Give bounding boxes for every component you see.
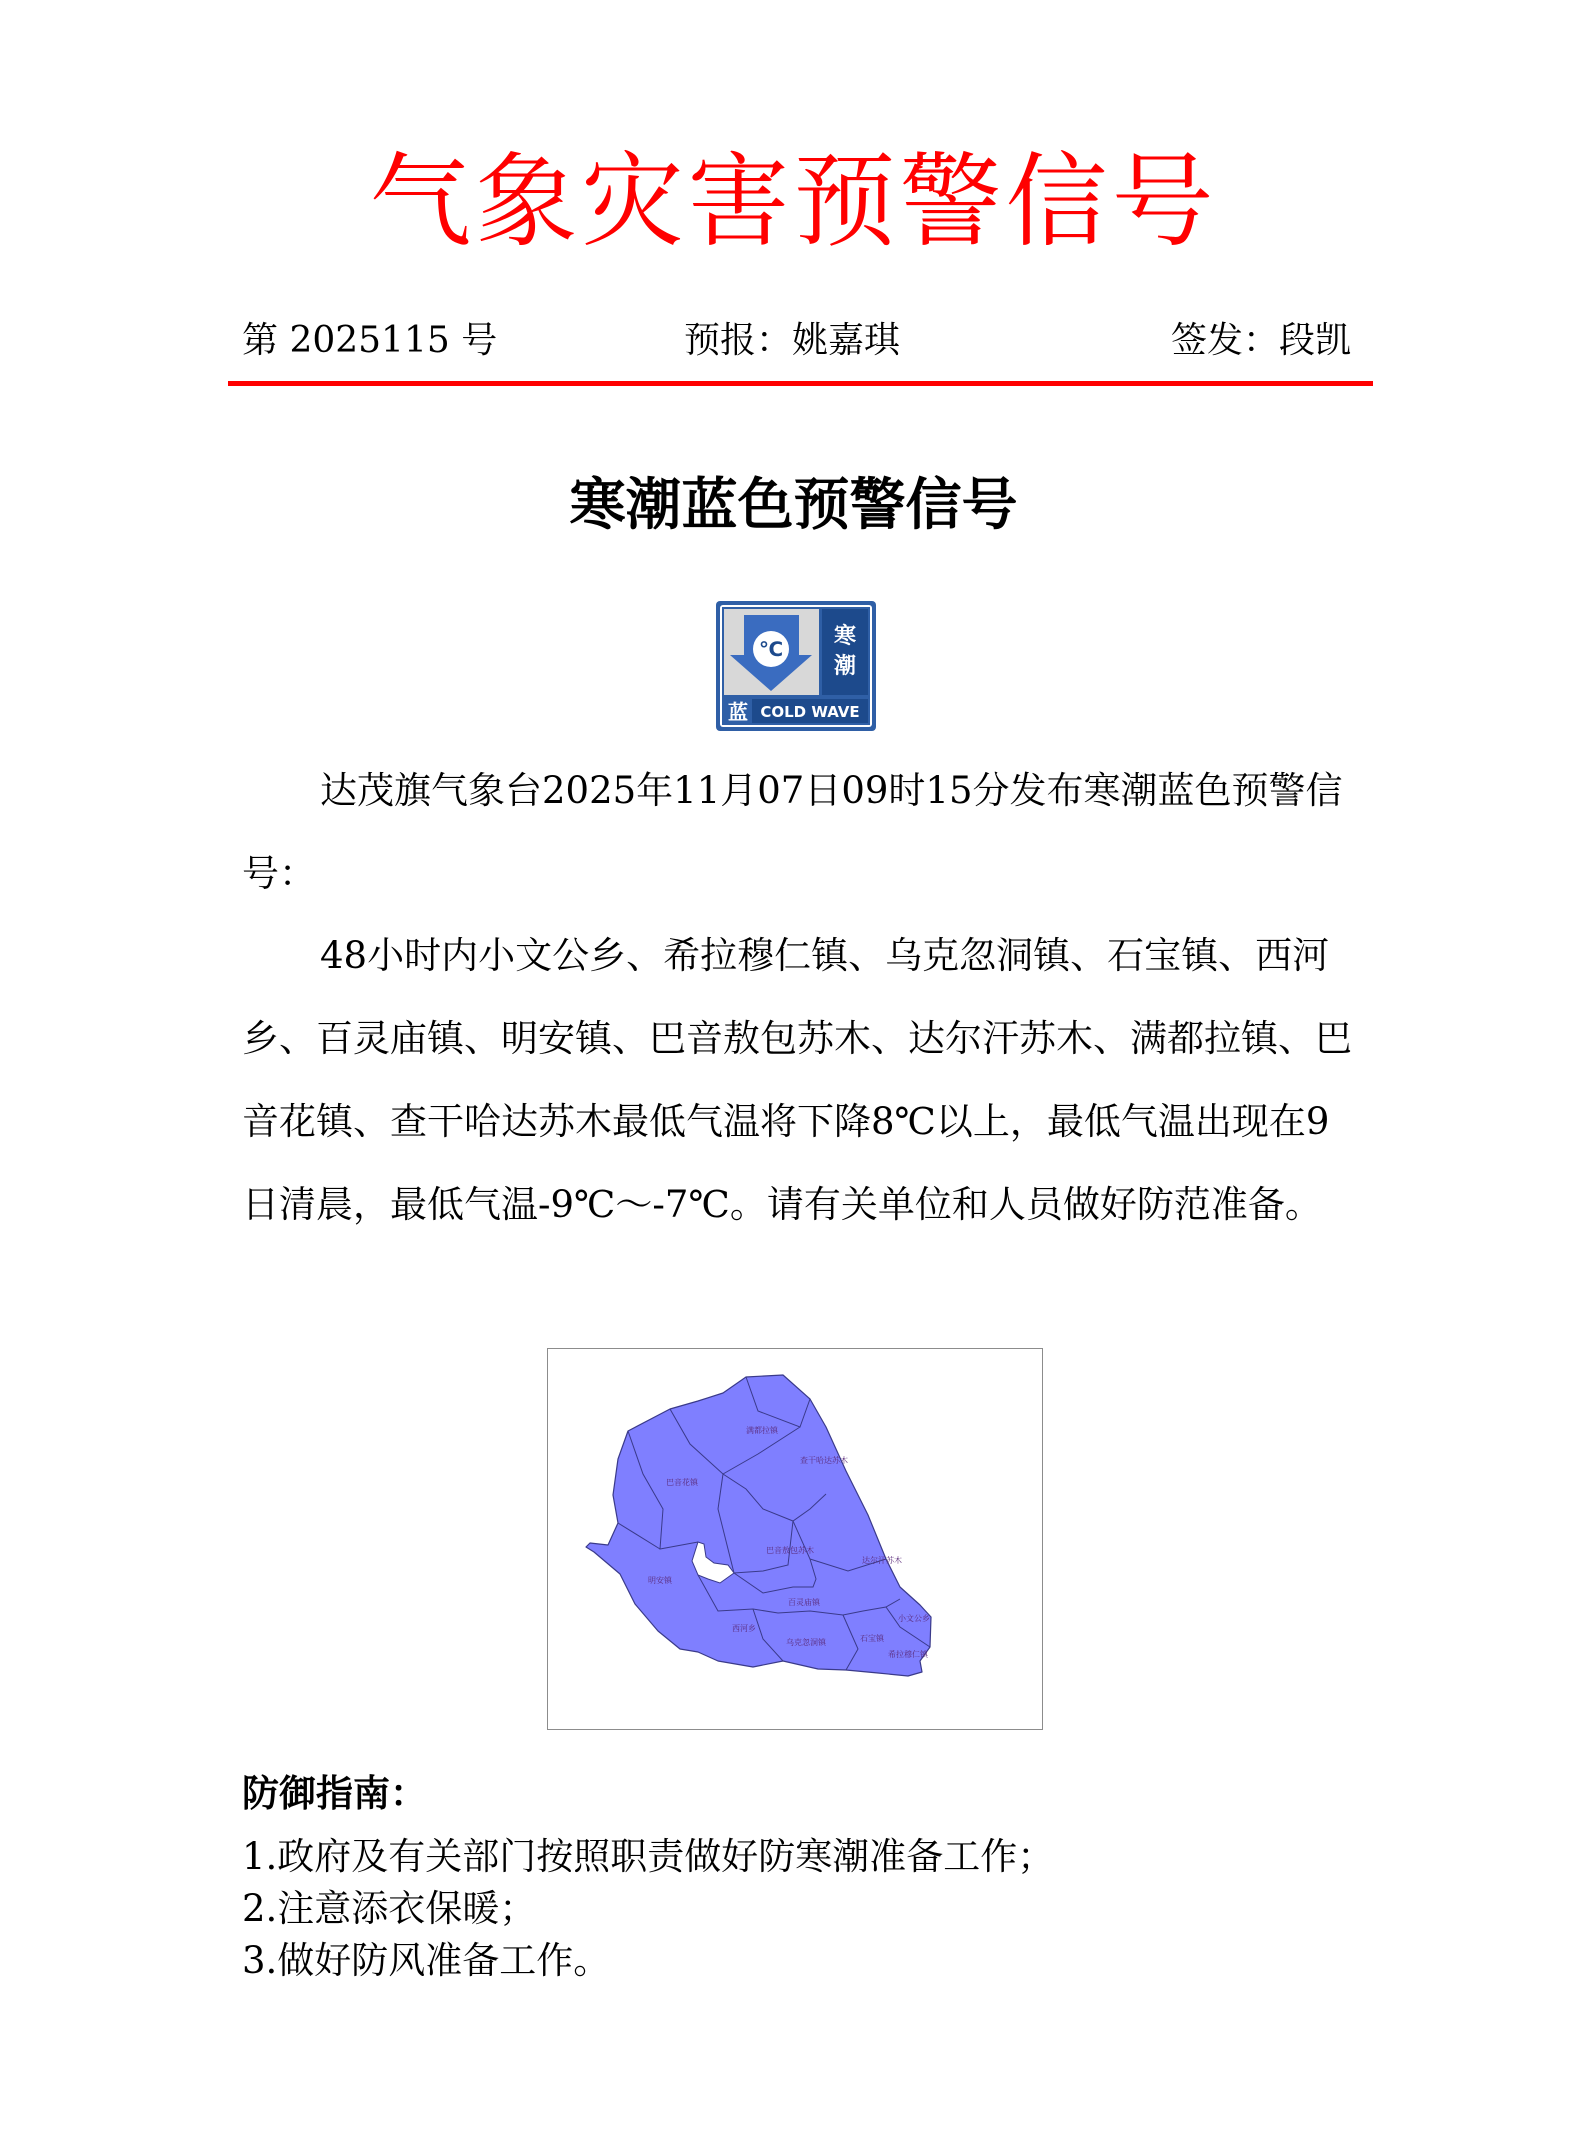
map-label-bayinaobao: 巴音敖包苏木 [766, 1546, 814, 1555]
defense-item: 2.注意添衣保暖； [242, 1887, 537, 1930]
defense-item: 3.做好防风准备工作。 [242, 1939, 611, 1982]
cold-wave-blue-badge-icon [716, 601, 876, 731]
map-label-mandula: 满都拉镇 [746, 1426, 778, 1435]
map-region-outline [586, 1375, 931, 1676]
warning-details-paragraph: 48小时内小文公乡、希拉穆仁镇、乌克忽洞镇、石宝镇、西河乡、百灵庙镇、明安镇、巴音敖包苏木、达尔汗苏木、满都拉镇、巴音花镇、查干哈达苏木最低气温将下降8℃以上，最低气温出现在9日清晨，最低气温-9℃～-7℃。请有关单位和人员做好防范准备。 [242, 934, 1352, 1226]
map-label-shibao: 石宝镇 [860, 1634, 884, 1643]
map-label-mingan: 明安镇 [648, 1576, 672, 1585]
map-label-bailingmiao: 百灵庙镇 [788, 1598, 820, 1607]
forecaster: 预报：姚嘉琪 [684, 320, 901, 361]
map-label-xilamuren: 希拉穆仁镇 [888, 1650, 928, 1659]
badge-side-1: 寒 [833, 624, 857, 649]
map-label-chaganhada: 查干哈达苏木 [800, 1456, 848, 1465]
issuance-paragraph: 达茂旗气象台2025年11月07日09时15分发布寒潮蓝色预警信号： [242, 769, 1343, 895]
map-label-daerhan: 达尔汗苏木 [862, 1556, 902, 1565]
badge-english: COLD WAVE [760, 703, 860, 721]
defense-heading: 防御指南： [242, 1771, 427, 1815]
badge-unit: ℃ [758, 637, 784, 661]
defense-item: 1.政府及有关部门按照职责做好防寒潮准备工作； [242, 1835, 1055, 1878]
issue-number: 第 2025115 号 [242, 320, 498, 361]
red-divider [228, 381, 1373, 386]
map-label-bayinhua: 巴音花镇 [666, 1478, 698, 1487]
district-map [548, 1349, 1042, 1729]
map-label-wukehudong: 乌克忽洞镇 [786, 1638, 826, 1647]
warning-title: 寒潮蓝色预警信号 [569, 472, 1018, 538]
map-label-xiaowengong: 小文公乡 [898, 1614, 930, 1623]
badge-level: 蓝 [728, 700, 748, 724]
warning-area-map [547, 1348, 1043, 1730]
badge-side-2: 潮 [833, 654, 857, 679]
map-label-xihe: 西河乡 [732, 1624, 756, 1633]
issuer: 签发：段凯 [1170, 320, 1351, 361]
document-title: 气象灾害预警信号 [369, 143, 1218, 262]
